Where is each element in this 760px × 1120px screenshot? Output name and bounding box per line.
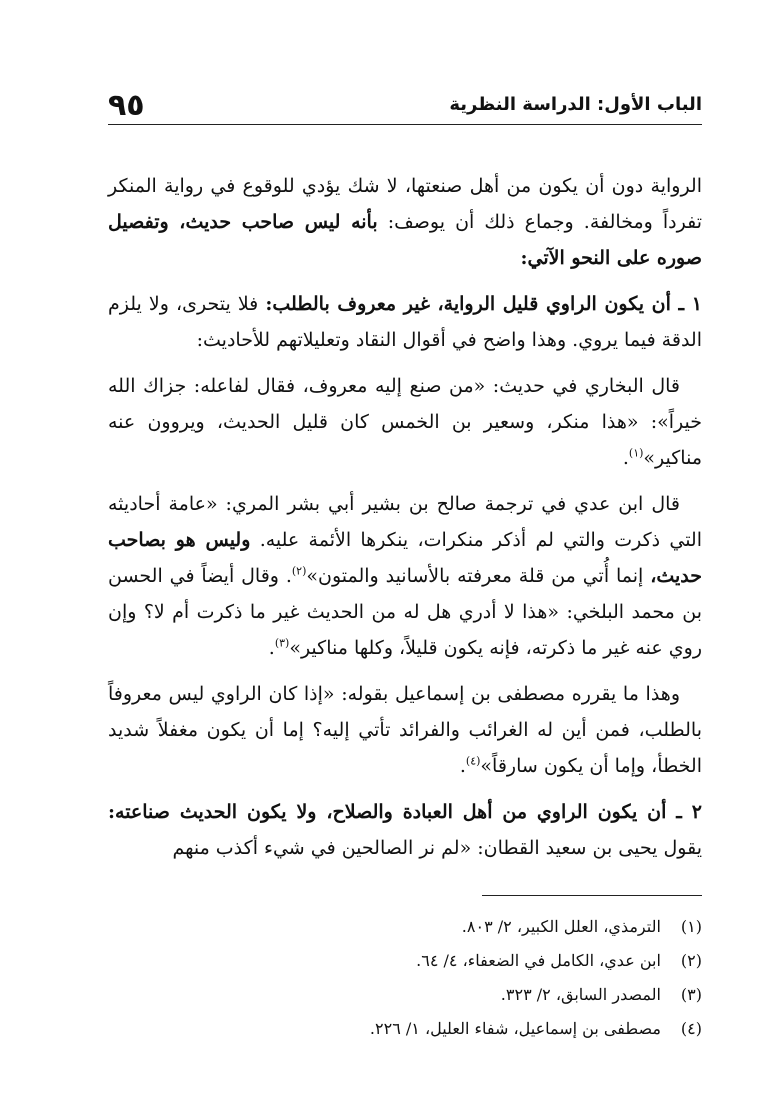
paragraph-bukhari: قال البخاري في حديث: «من صنع إليه معروف، فقال لفاعله: جزاك الله خيراً»: «هذا منكر، وسعير بن الخمس كان قليل الحديث، ويروون عنه مناكير»$^{(١)}$. — [108, 375, 702, 469]
page-header — [108, 88, 702, 125]
paragraph-item-2: ٢ ـ أن يكون الراوي من أهل العبادة والصلاح، ولا يكون الحديث صناعته: يقول يحيى بن سعيد القطان: «لم نر الصالحين في شيء أكذب منهم — [108, 801, 702, 859]
chapter-title: الباب الأول: الدراسة النظرية — [449, 94, 702, 115]
footnote-ref[interactable]: (٣) — [274, 636, 290, 650]
footnote-item: (٤) مصطفى بن إسماعيل، شفاء العليل، ١/ ٢٢٦. — [369, 1019, 702, 1038]
item-2-heading: ٢ ـ أن يكون الراوي من أهل العبادة والصلاح، ولا يكون الحديث صناعته: — [108, 801, 702, 823]
item-1-heading: ١ ـ أن يكون الراوي قليل الرواية، غير معروف بالطلب: — [265, 293, 702, 315]
paragraph-item-1: ١ ـ أن يكون الراوي قليل الرواية، غير معروف بالطلب: فلا يتحرى، ولا يلزم الدقة فيما يروي. وهذا واضح في أقوال النقاد وتعليلاتهم للأحاديث: — [108, 293, 702, 351]
footnote-separator — [482, 895, 702, 896]
page-number: ٩٥ — [108, 88, 145, 123]
footnote-ref[interactable]: (٤) — [465, 754, 481, 768]
footnotes — [142, 910, 702, 1046]
footnote-item: (١) الترمذي، العلل الكبير، ٢/ ٨٠٣. — [461, 917, 702, 936]
footnote-item: (٣) المصدر السابق، ٢/ ٣٢٣. — [500, 985, 702, 1004]
footnote-ref[interactable]: (٢) — [291, 564, 307, 578]
main-text — [108, 168, 702, 876]
intro-bold: بأنه ليس صاحب حديث، وتفصيل صوره على النحو الآتي: — [108, 211, 702, 269]
paragraph-ibn-adi: قال ابن عدي في ترجمة صالح بن بشير أبي بشر المري: «عامة أحاديثه التي ذكرت والتي لم أذكر منكرات، ينكرها الأئمة عليه. وليس هو بصاحب حديث، إنما أُتي من قلة معرفته بالأسانيد والمتون»$^{(٢)}$. وقال أيضاً في الحسن بن محمد البلخي: «هذا لا أدري هل له من الحديث غير ما ذكرت أم لا؟ وإن روي عنه غير ما ذكرته، فإنه يكون قليلاً، وكلها مناكير»$^{(٣)}$. — [108, 493, 703, 659]
paragraph-intro: الرواية دون أن يكون من أهل صنعتها، لا شك يؤدي للوقوع في رواية المنكر تفرداً ومخالفة. وجماع ذلك أن يوصف: بأنه ليس صاحب حديث، وتفصيل صوره على النحو الآتي: — [108, 175, 702, 269]
footnote-ref[interactable]: (١) — [628, 446, 644, 460]
paragraph-mustafa: وهذا ما يقرره مصطفى بن إسماعيل بقوله: «إذا كان الراوي ليس معروفاً بالطلب، فمن أين له الغرائب والفرائد تأتي إليه؟ إما أن يكون مغفلاً شديد الخطأ، وإما أن يكون سارقاً»$^{(٤)}$. — [108, 683, 702, 777]
footnote-item: (٢) ابن عدي، الكامل في الضعفاء، ٤/ ٦٤. — [416, 951, 702, 970]
